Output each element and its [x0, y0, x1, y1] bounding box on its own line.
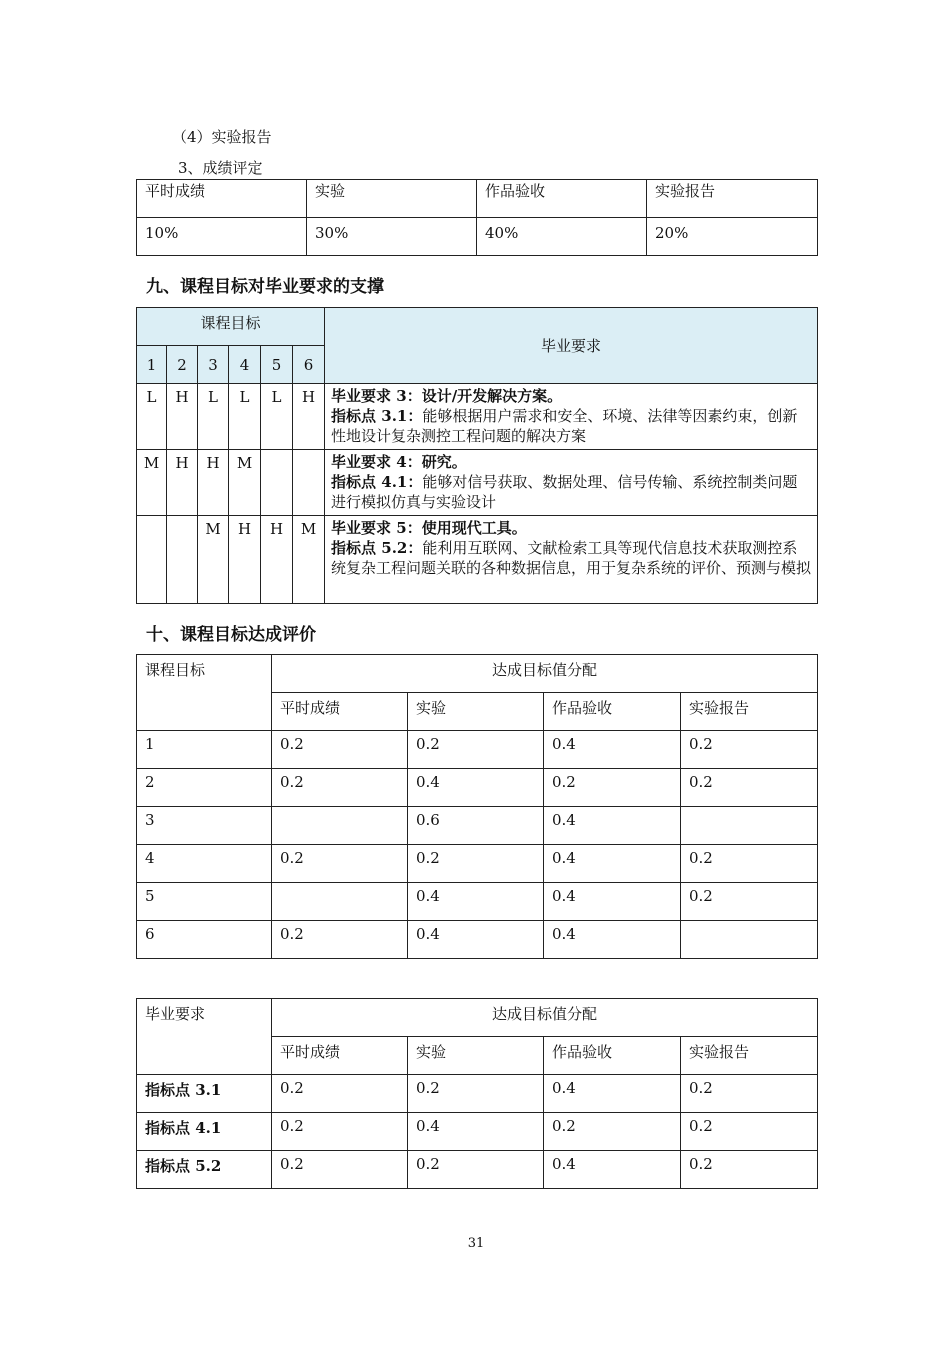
table-cell: 0.2: [681, 1113, 818, 1151]
requirement-title: 毕业要求 4：研究。: [331, 453, 467, 471]
grade-header-cell: 平时成绩: [137, 180, 307, 218]
table-cell: 0.2: [408, 1151, 544, 1189]
support-level: L: [261, 384, 293, 450]
report-item: （4）实验报告: [172, 128, 272, 146]
grade-table: [136, 179, 818, 256]
table-cell: 5: [137, 883, 272, 921]
support-level: H: [167, 384, 198, 450]
table-cell: 6: [137, 921, 272, 959]
goal-number: 2: [167, 346, 198, 384]
table-cell: 0.2: [681, 1075, 818, 1113]
indicator-line: [331, 538, 811, 578]
requirement-title: 毕业要求 5：使用现代工具。: [331, 519, 527, 537]
requirement-title: 毕业要求 3：设计/开发解决方案。: [331, 387, 563, 405]
table-cell: 0.2: [272, 1075, 408, 1113]
column-header: 作品验收: [544, 1037, 681, 1075]
indicator-label: 指标点 4.1：: [331, 473, 423, 491]
support-level: [167, 516, 198, 604]
table-cell: 0.2: [681, 731, 818, 769]
support-level: L: [198, 384, 229, 450]
table-cell: 0.2: [272, 769, 408, 807]
support-level: H: [261, 516, 293, 604]
indicator-label: 指标点 3.1：: [331, 407, 423, 425]
grade-value-cell: 10%: [137, 218, 307, 256]
table-cell: 0.2: [272, 731, 408, 769]
grading-heading: 3、成绩评定: [178, 159, 263, 177]
support-level: H: [198, 450, 229, 516]
table-cell: 0.4: [544, 807, 681, 845]
table-cell: 0.4: [544, 731, 681, 769]
table-cell: 4: [137, 845, 272, 883]
table-cell: 0.2: [681, 1151, 818, 1189]
table-cell: 0.2: [408, 731, 544, 769]
table-cell: 0.2: [408, 1075, 544, 1113]
grade-header-cell: 作品验收: [477, 180, 647, 218]
table-corner: 毕业要求: [137, 999, 272, 1075]
table-corner: 课程目标: [137, 655, 272, 731]
goal-header: 课程目标: [137, 308, 325, 346]
table-cell: [272, 807, 408, 845]
section10-title: 十、课程目标达成评价: [146, 625, 316, 645]
indicator-label: 指标点 5.2：: [331, 539, 423, 557]
table-cell: 1: [137, 731, 272, 769]
group-header: 达成目标值分配: [272, 655, 818, 693]
support-level: H: [229, 516, 261, 604]
support-level: H: [167, 450, 198, 516]
table-cell: 0.2: [681, 845, 818, 883]
table-cell: 0.4: [408, 769, 544, 807]
table-cell: 0.2: [272, 845, 408, 883]
table-cell: [681, 921, 818, 959]
table-cell: 0.2: [681, 769, 818, 807]
column-header: 实验报告: [681, 693, 818, 731]
column-header: 实验: [408, 693, 544, 731]
table-cell: 0.2: [544, 769, 681, 807]
support-level: M: [137, 450, 167, 516]
table-cell: 0.4: [408, 883, 544, 921]
indicator-text: 能利用互联网、文献检索工具等现代信息技术获取测控系统复杂工程问题关联的各种数据信息，用于复杂系统的评价、预测与模拟: [331, 539, 812, 577]
table-cell: 0.2: [272, 1151, 408, 1189]
indicator-cell: 指标点 5.2: [137, 1151, 272, 1189]
column-header: 实验: [408, 1037, 544, 1075]
column-header: 作品验收: [544, 693, 681, 731]
table-cell: 0.2: [272, 1113, 408, 1151]
support-table: [136, 307, 818, 604]
support-level: H: [293, 384, 325, 450]
support-level: [137, 516, 167, 604]
support-level: [293, 450, 325, 516]
table-cell: 0.4: [544, 1151, 681, 1189]
table-cell: 0.4: [544, 921, 681, 959]
table-cell: 3: [137, 807, 272, 845]
requirement-cell: [325, 450, 818, 516]
goal-number: 1: [137, 346, 167, 384]
goal-number: 3: [198, 346, 229, 384]
table-cell: 0.4: [408, 921, 544, 959]
support-level: [261, 450, 293, 516]
column-header: 平时成绩: [272, 693, 408, 731]
table-cell: 0.2: [681, 883, 818, 921]
table-cell: 0.4: [408, 1113, 544, 1151]
support-level: M: [293, 516, 325, 604]
grade-value-cell: 40%: [477, 218, 647, 256]
indicator-text: 能够根据用户需求和安全、环境、法律等因素约束，创新性地设计复杂测控工程问题的解决方案: [331, 407, 798, 445]
support-level: L: [137, 384, 167, 450]
table-cell: 0.2: [544, 1113, 681, 1151]
goal-number: 5: [261, 346, 293, 384]
requirement-header: 毕业要求: [325, 308, 818, 384]
requirement-cell: [325, 384, 818, 450]
indicator-line: [331, 406, 811, 446]
requirement-cell: [325, 516, 818, 604]
goal-number: 6: [293, 346, 325, 384]
table-cell: 0.2: [408, 845, 544, 883]
table-cell: [681, 807, 818, 845]
goal-number: 4: [229, 346, 261, 384]
requirement-achievement-table: [136, 998, 818, 1189]
table-cell: [272, 883, 408, 921]
column-header: 实验报告: [681, 1037, 818, 1075]
group-header: 达成目标值分配: [272, 999, 818, 1037]
grade-header-cell: 实验: [307, 180, 477, 218]
support-level: M: [229, 450, 261, 516]
indicator-line: [331, 472, 811, 512]
indicator-cell: 指标点 4.1: [137, 1113, 272, 1151]
table-cell: 0.6: [408, 807, 544, 845]
grade-value-cell: 20%: [647, 218, 818, 256]
table-cell: 2: [137, 769, 272, 807]
table-cell: 0.4: [544, 883, 681, 921]
table-cell: 0.4: [544, 845, 681, 883]
support-level: L: [229, 384, 261, 450]
indicator-cell: 指标点 3.1: [137, 1075, 272, 1113]
column-header: 平时成绩: [272, 1037, 408, 1075]
support-level: M: [198, 516, 229, 604]
goal-achievement-table: [136, 654, 818, 959]
grade-value-cell: 30%: [307, 218, 477, 256]
section9-title: 九、课程目标对毕业要求的支撑: [146, 277, 384, 297]
grade-header-cell: 实验报告: [647, 180, 818, 218]
table-cell: 0.4: [544, 1075, 681, 1113]
page-number: 31: [467, 1236, 485, 1251]
table-cell: 0.2: [272, 921, 408, 959]
indicator-text: 能够对信号获取、数据处理、信号传输、系统控制类问题进行模拟仿真与实验设计: [331, 473, 798, 511]
